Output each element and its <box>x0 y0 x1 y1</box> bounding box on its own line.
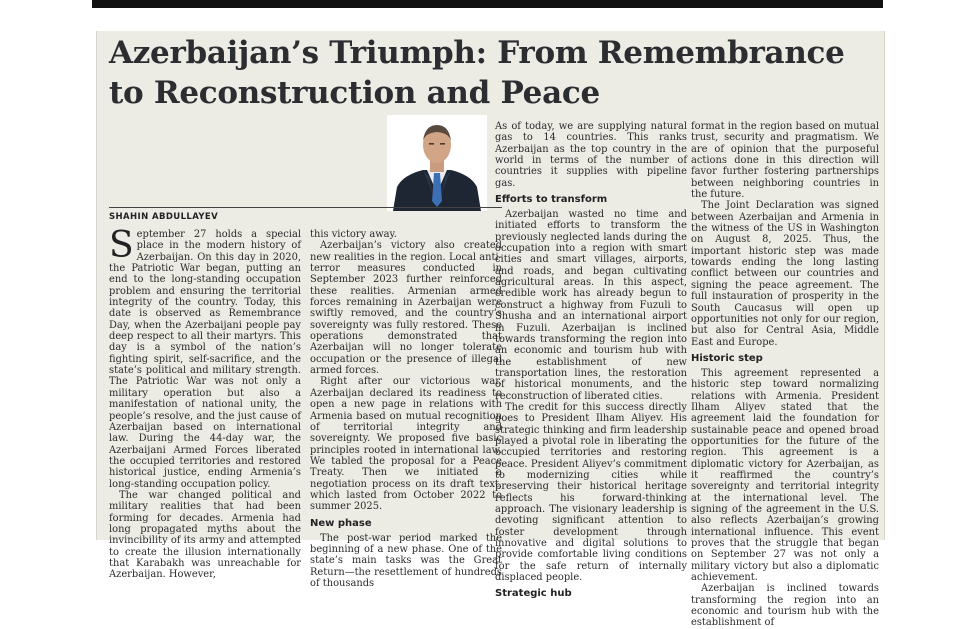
article-headline: Azerbaijan’s Triumph: From Remembrance to Reconstruction and Peace <box>109 35 845 111</box>
author-photo <box>387 115 487 211</box>
subhead-new-phase: New phase <box>310 517 372 529</box>
col2-paragraph-4: The post-war period marked the beginning of a new phase. One of the state’s main tasks was the Great Return—the resettlement of hundreds of thousands <box>310 532 502 589</box>
col2-paragraph-1: this victory away. <box>310 229 397 240</box>
col3-paragraph-3: The credit for this success directly goes to President Ilham Aliyev. His strategic thinking and firm leadership played a pivotal role in liberating the occupied territories and restoring peace. President Aliyev’s commitment to modernizing cities while preserving their historical heritage reflects his forward-thinking approach. The visionary leadership is devoting significant attention to foster development through innovative and digital solutions to provide comfortable living conditions for the safe return of internally displaced people. <box>495 401 687 584</box>
article-column-3 <box>495 121 687 600</box>
byline-rule <box>109 207 502 208</box>
col4-paragraph-4: Azerbaijan is inclined towards transforming the region into an economic and tourism hub with the establishment of <box>691 583 879 629</box>
subhead-strategic-hub: Strategic hub <box>495 588 572 600</box>
col1-paragraph-2: The war changed political and military realities that had been forming for decades. Armenia had long propagated myths about the invincibility of its army and attempted to create the illusion internationally that Karabakh was unreachable for Azerbaijan. However, <box>109 489 301 581</box>
col2-paragraph-2: Azerbaijan’s victory also created new realities in the region. Local anti-terror measures conducted in September 2023 further reinforced these realities. Armenian armed forces remaining in Azerbaijan were swiftly removed, and the country’s sovereignty was fully restored. These operations demonstrated that Azerbaijan will no longer tolerate occupation or the presence of illegal armed forces. <box>310 240 502 377</box>
col1-paragraph-1: September 27 holds a special place in the modern history of Azerbaijan. On this day in 2020, the Patriotic War began, putting an end to the long-standing occupation problem and ensuring the territorial integrity of the country. Today, this date is observed as Remembrance Day, when the Azerbaijani people pay deep respect to all their martyrs. This day is a symbol of the nation’s fighting spirit, self-sacrifice, and the state’s political and military strength. The Patriotic War was not only a military operation but also a manifestation of national unity, the people’s resolve, and the just cause of Azerbaijan based on international law. During the 44-day war, the Azerbaijani Armed Forces liberated the occupied territories and restored historical justice, ending Armenia’s long-standing occupation policy. <box>109 225 301 490</box>
col2-paragraph-3: Right after our victorious war, Azerbaijan declared its readiness to open a new page in relations with Armenia based on mutual recognition of territorial integrity and sovereignty. We proposed five basic principles rooted in international law. We tabled the proposal for a Peace Treaty. Then we initiated a negotiation process on its draft text, which lasted from October 2022 to summer 2025. <box>310 376 502 513</box>
subhead-historic-step: Historic step <box>691 352 763 364</box>
article-column-4 <box>691 121 879 629</box>
subhead-efforts-to-transform: Efforts to transform <box>495 194 608 206</box>
author-byline: SHAHIN ABDULLAYEV <box>109 212 219 222</box>
col4-paragraph-3: This agreement represented a historic step toward normalizing relations with Armenia. President Ilham Aliyev stated that the agreement laid the foundation for sustainable peace and opened broad opportunities for the future of the region. This agreement is a diplomatic victory for Azerbaijan, as it reaffirmed the country’s sovereignty and territorial integrity at the international level. The signing of the agreement in the U.S. also reflects Azerbaijan’s growing international influence. This event proves that the struggle that began on September 27 was not only a military victory but also a diplomatic achievement. <box>691 367 879 584</box>
newspaper-clipping <box>96 31 885 629</box>
article-column-1 <box>109 225 301 581</box>
col3-paragraph-2: Azerbaijan wasted no time and initiated efforts to transform the previously neglected lands during the occupation into a region with smart cities and smart villages, airports, and roads, and began cultivating agricultural areas. In this aspect, credible work has already begun to construct a highway from Fuzuli to Shusha and an international airport in Fuzuli. Azerbaijan is inclined towards transforming the region into an economic and tourism hub with the establishment of new transportation lines, the restoration of historical monuments, and the reconstruction of liberated cities. <box>495 209 687 402</box>
top-black-bar <box>92 0 883 8</box>
col3-paragraph-1: As of today, we are supplying natural gas to 14 countries. This ranks Azerbaijan as the top country in the world in terms of the number of countries it supplies with pipeline gas. <box>495 121 687 189</box>
col4-paragraph-1: format in the region based on mutual trust, security and pragmatism. We are of opinion that the purposeful actions done in this direction will favor further fostering partnerships between neighboring countries in the future. <box>691 121 879 201</box>
author-portrait-icon <box>387 115 487 211</box>
col4-paragraph-2: The Joint Declaration was signed between Azerbaijan and Armenia in the witness of the US in Washington on August 8, 2025. Thus, the important historic step was made towards ending the long lasting conflict between our countries and signing the peace agreement. The full instauration of prosperity in the South Caucasus will open up opportunities not only for our region, but also for Central Asia, Middle East and Europe. <box>691 200 879 348</box>
article-column-2 <box>310 229 502 589</box>
drop-cap: S <box>109 225 134 266</box>
